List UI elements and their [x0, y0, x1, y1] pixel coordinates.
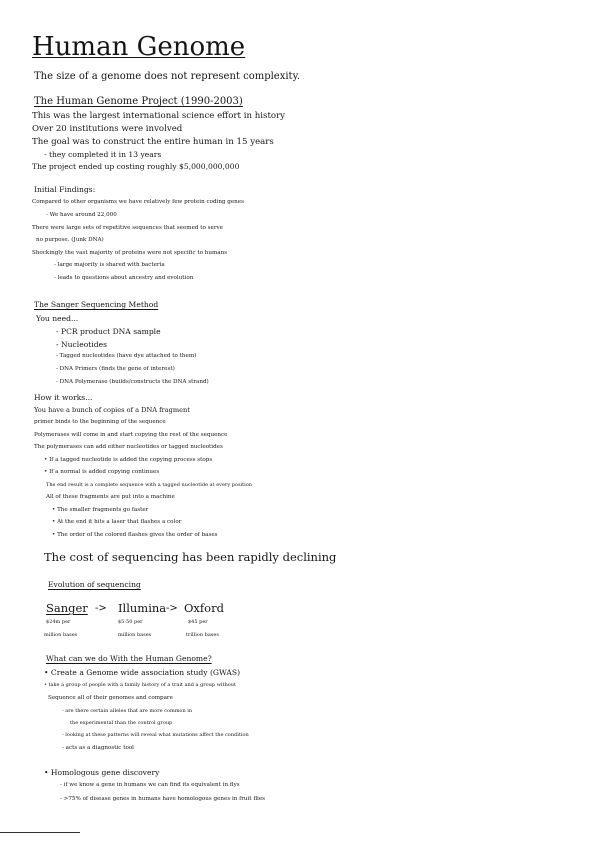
hgp-heading: The Human Genome Project (1990-2003) — [34, 96, 243, 107]
uses-item: Sequence all of their genomes and compare — [48, 695, 173, 701]
stage-cost: trillion bases — [186, 632, 219, 638]
stage-name-oxford: Oxford — [184, 601, 224, 615]
stage-cost: $24m per — [46, 619, 71, 625]
uses-item: • Create a Genome wide association study (GWAS) — [44, 668, 241, 677]
uses-item: the experimental than the control group — [70, 720, 173, 726]
findings-line: - We have around 22,000 — [46, 212, 117, 218]
findings-line: There were large sets of repetitive sequences that seemed to serve — [32, 225, 223, 231]
hgp-line: This was the largest international science effort in history — [32, 111, 286, 121]
findings-line: Compared to other organisms we have relatively few protein coding genes — [32, 199, 244, 205]
findings-line: - leads to questions about ancestry and evolution — [54, 275, 194, 281]
uses-heading: What can we do With the Human Genome? — [46, 654, 212, 663]
sanger-works-line: • If a tagged nucleotide is added the copying process stops — [44, 457, 213, 463]
hgp-line: - they completed it in 13 years — [44, 150, 162, 159]
stage-cost: million bases — [118, 632, 152, 638]
findings-line: Shockingly the vast majority of proteins were not specific to humans — [32, 250, 228, 256]
sanger-need-item: - Nucleotides — [56, 340, 107, 349]
findings-line: - large majority is shared with bacteria — [54, 262, 165, 268]
intro-line: The size of a genome does not represent complexity. — [34, 71, 301, 82]
sanger-works-line: • If a normal is added copying continues — [44, 469, 160, 475]
hgp-line: The project ended up costing roughly $5,000,000,000 — [32, 162, 240, 171]
stage-cost: $45 per — [188, 619, 208, 625]
page-title: Human Genome — [32, 32, 246, 62]
stage-cost: million bases — [44, 632, 78, 638]
homolog-item: - >75% of disease genes in humans have homologous genes in fruit flies — [60, 796, 266, 802]
hgp-line: Over 20 institutions were involved — [32, 124, 183, 134]
sanger-need-item: - DNA Polymerase (builds/constructs the DNA strand) — [56, 379, 209, 385]
sanger-heading: The Sanger Sequencing Method — [34, 300, 159, 309]
findings-heading: Initial Findings: — [34, 185, 96, 194]
footer-divider — [0, 832, 80, 833]
arrow-icon: -> — [166, 603, 178, 614]
uses-item: - acts as a diagnostic tool — [62, 745, 134, 751]
sanger-works-label: How it works... — [34, 393, 93, 402]
sanger-need-label: You need... — [36, 314, 79, 323]
sanger-works-line: primer binds to the beginning of the sequence — [34, 419, 166, 425]
sanger-works-line: The polymerases can add either nucleotides or tagged nucleotides — [34, 444, 223, 450]
sanger-works-line: Polymerases will come in and start copying the rest of the sequence — [34, 432, 228, 438]
evolution-heading: Evolution of sequencing — [48, 580, 141, 589]
sanger-works-line: You have a bunch of copies of a DNA fragment — [34, 406, 190, 414]
sanger-works-line: All of these fragments are put into a machine — [46, 494, 175, 500]
sanger-works-line: • The order of the colored flashes gives the order of bases — [52, 532, 218, 538]
findings-line: no purpose. (Junk DNA) — [36, 237, 104, 243]
sanger-need-item: - PCR product DNA sample — [56, 327, 161, 336]
homolog-item: • Homologous gene discovery — [44, 768, 160, 777]
hgp-line: The goal was to construct the entire human in 15 years — [32, 137, 274, 147]
stage-name-sanger: Sanger — [46, 601, 88, 615]
stage-cost: $5-50 per — [118, 619, 143, 625]
uses-item: • take a group of people with a family history of a trait and a group without — [44, 682, 237, 688]
sanger-need-item: - DNA Primers (finds the gene of interest) — [56, 366, 175, 372]
arrow-icon: -> — [95, 603, 107, 614]
sanger-works-line: • At the end it hits a laser that flashes a color — [52, 519, 182, 525]
cost-line: The cost of sequencing has been rapidly declining — [44, 550, 337, 564]
sanger-need-item: - Tagged nucleotides (have dye attached to them) — [56, 353, 197, 359]
homolog-item: - if we know a gene in humans we can find its equivalent in flys — [60, 782, 240, 788]
uses-item: - looking at these patterns will reveal what mutations affect the condition — [62, 732, 249, 738]
sanger-works-line: The end result is a complete sequence with a tagged nucleotide at every position — [46, 482, 252, 488]
stage-name-illumina: Illumina — [118, 601, 167, 615]
uses-item: - are there certain alleles that are more common in — [62, 708, 193, 714]
sanger-works-line: • The smaller fragments go faster — [52, 507, 149, 513]
